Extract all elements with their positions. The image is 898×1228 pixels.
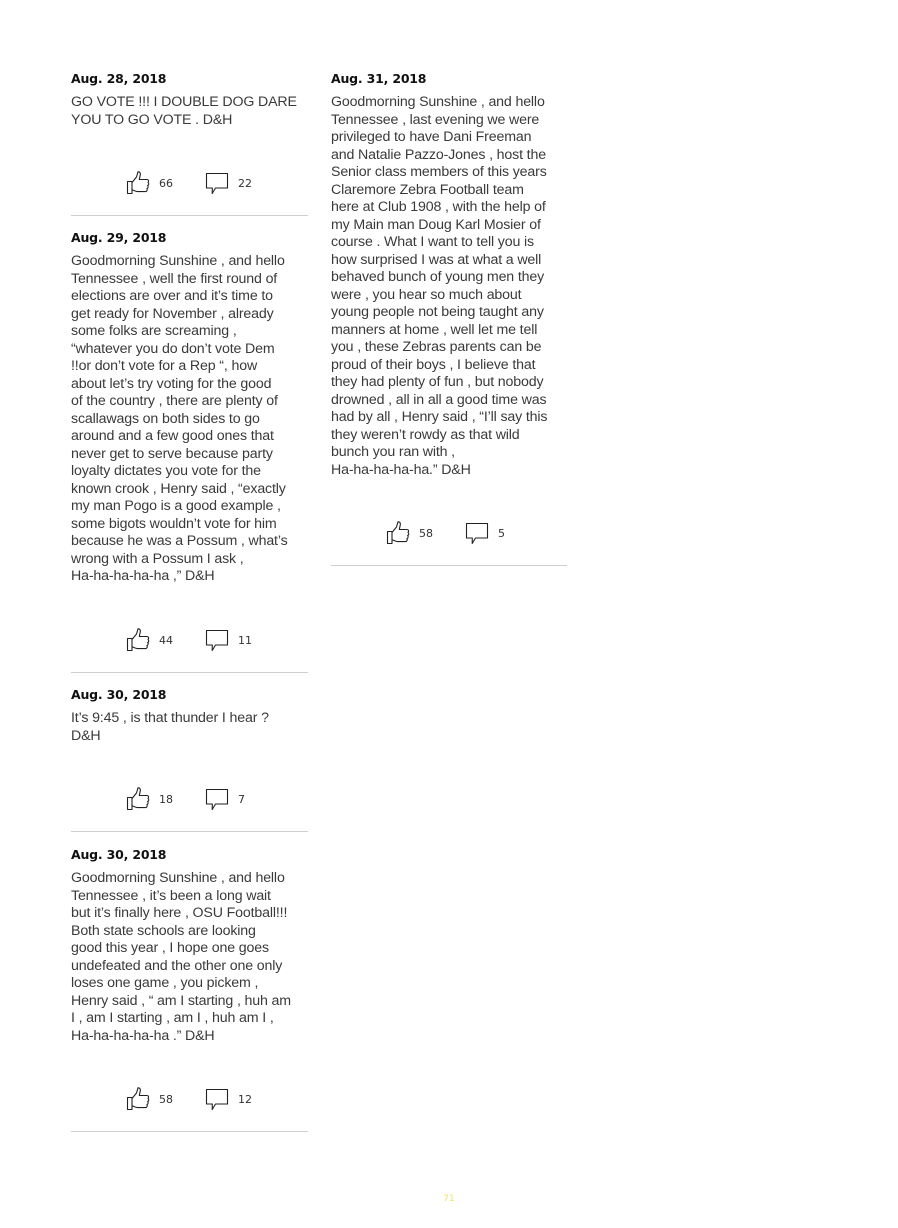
post-date: Aug. 28, 2018 xyxy=(71,71,167,86)
post-text-line: undefeated and the other one only xyxy=(71,957,283,974)
comment-button[interactable] xyxy=(464,520,505,546)
like-count: 58 xyxy=(159,1092,173,1106)
post-text-line: Tennessee , it’s been a long wait xyxy=(71,887,271,904)
post-text-line: because he was a Possum , what’s xyxy=(71,533,288,549)
post-text-line: my Main man Doug Karl Mosier of xyxy=(331,216,541,233)
post-text-line: manners at home , well let me tell xyxy=(331,321,538,338)
comment-count: 22 xyxy=(238,176,252,190)
post-text-line: loyalty dictates you vote for the xyxy=(71,463,261,479)
like-count: 18 xyxy=(159,792,173,806)
post-text-line: !!or don’t vote for a Rep “, how xyxy=(71,358,258,374)
page-number: 71 xyxy=(443,1194,455,1204)
post-text xyxy=(71,253,308,586)
post-date: Aug. 30, 2018 xyxy=(71,687,167,702)
speech-bubble-icon xyxy=(204,786,230,812)
post-date: Aug. 30, 2018 xyxy=(71,847,167,862)
thumbs-up-icon xyxy=(385,520,411,546)
thumbs-up-icon xyxy=(125,1086,151,1112)
post-text xyxy=(331,94,567,479)
post-text-line: never get to serve because party xyxy=(71,445,273,462)
post-text-line: D&H xyxy=(71,727,101,744)
divider xyxy=(71,672,308,673)
divider xyxy=(71,215,308,216)
post-text-line: good this year , I hope one goes xyxy=(71,940,269,956)
like-button[interactable] xyxy=(125,627,173,653)
post xyxy=(71,71,308,128)
like-button[interactable] xyxy=(385,520,433,546)
post-text xyxy=(71,870,308,1045)
post-text-line: some folks are screaming , xyxy=(71,323,237,339)
like-button[interactable] xyxy=(125,1086,173,1112)
post xyxy=(71,847,308,1044)
speech-bubble-icon xyxy=(204,170,230,196)
post-text-line: Claremore Zebra Football team xyxy=(331,181,524,198)
post-text-line: young people not being taught any xyxy=(331,304,544,320)
comment-count: 12 xyxy=(238,1092,252,1106)
like-button[interactable] xyxy=(125,786,173,812)
post-text-line: elections are over and it’s time to xyxy=(71,288,273,304)
post-text-line: known crook , Henry said , “exactly xyxy=(71,480,286,497)
post-text-line: wrong with a Possum I ask , xyxy=(71,550,244,567)
divider xyxy=(331,565,567,566)
post-text-line: privileged to have Dani Freeman xyxy=(331,129,532,145)
post-text-line: were , you hear so much about xyxy=(331,286,522,303)
post-text-line: some bigots wouldn’t vote for him xyxy=(71,515,277,532)
post-text-line: they had plenty of fun , but nobody xyxy=(331,374,544,390)
post xyxy=(71,687,308,744)
post-text-line: It’s 9:45 , is that thunder I hear ? xyxy=(71,710,269,726)
post-text-line: I , am I starting , am I , huh am I , xyxy=(71,1010,274,1026)
comment-button[interactable] xyxy=(204,1086,252,1112)
divider xyxy=(71,831,308,832)
post-text-line: behaved bunch of young men they xyxy=(331,269,545,285)
post-text-line: and Natalie Pazzo-Jones , host the xyxy=(331,146,546,163)
post-text-line: Goodmorning Sunshine , and hello xyxy=(71,253,285,269)
post-actions xyxy=(71,627,308,657)
comment-count: 5 xyxy=(498,526,505,540)
post-text-line: course . What I want to tell you is xyxy=(331,234,534,250)
post-text-line: proud of their boys , I believe that xyxy=(331,356,536,373)
post-text-line: Senior class members of this years xyxy=(331,164,547,180)
post-text-line: my man Pogo is a good example , xyxy=(71,498,281,514)
post-text-line: loses one game , you pickem , xyxy=(71,975,259,991)
post-text-line: but it’s finally here , OSU Football!!! xyxy=(71,905,288,921)
post-text-line: bunch you ran with , xyxy=(331,444,455,460)
post-text-line: Tennessee , well the first round of xyxy=(71,270,278,287)
post-text-line: drowned , all in all a good time was xyxy=(331,391,547,408)
post-text-line: they weren’t rowdy as that wild xyxy=(331,426,520,443)
post-actions xyxy=(71,1086,308,1116)
post-text-line: scallawags on both sides to go xyxy=(71,410,260,427)
speech-bubble-icon xyxy=(464,520,490,546)
post-text-line: YOU TO GO VOTE . D&H xyxy=(71,111,233,128)
post-text-line: Ha-ha-ha-ha-ha ,” D&H xyxy=(71,568,215,584)
post-text-line: Tennessee , last evening we were xyxy=(331,111,540,128)
comment-count: 7 xyxy=(238,792,245,806)
post-text xyxy=(71,710,308,745)
speech-bubble-icon xyxy=(204,1086,230,1112)
comment-button[interactable] xyxy=(204,627,252,653)
thumbs-up-icon xyxy=(125,627,151,653)
post-text-line: get ready for November , already xyxy=(71,305,274,322)
comment-count: 11 xyxy=(238,633,252,647)
like-count: 44 xyxy=(159,633,173,647)
like-button[interactable] xyxy=(125,170,173,196)
post-text-line: Goodmorning Sunshine , and hello xyxy=(71,870,285,886)
post-date: Aug. 31, 2018 xyxy=(331,71,427,86)
post-date: Aug. 29, 2018 xyxy=(71,230,167,245)
post-text-line: about let’s try voting for the good xyxy=(71,375,272,392)
post-text-line: Goodmorning Sunshine , and hello xyxy=(331,94,545,110)
thumbs-up-icon xyxy=(125,170,151,196)
like-count: 66 xyxy=(159,176,173,190)
post-actions xyxy=(71,170,308,200)
post-text-line: around and a few good ones that xyxy=(71,428,274,444)
thumbs-up-icon xyxy=(125,786,151,812)
post xyxy=(71,230,308,584)
post-text-line: of the country , there are plenty of xyxy=(71,393,278,409)
post-text-line: had by all , Henry said , “I’ll say this xyxy=(331,409,548,425)
post-actions xyxy=(71,786,308,816)
post-text-line: GO VOTE !!! I DOUBLE DOG DARE xyxy=(71,94,297,110)
comment-button[interactable] xyxy=(204,786,245,812)
post-text-line: Henry said , “ am I starting , huh am xyxy=(71,992,291,1009)
post-text-line: how surprised I was at what a well xyxy=(331,251,542,268)
speech-bubble-icon xyxy=(204,627,230,653)
divider xyxy=(71,1131,308,1132)
post-text-line: Ha-ha-ha-ha-ha .” D&H xyxy=(71,1027,215,1044)
post-text-line: you , these Zebras parents can be xyxy=(331,339,542,355)
post-text-line: here at Club 1908 , with the help of xyxy=(331,199,546,215)
comment-button[interactable] xyxy=(204,170,252,196)
post-actions xyxy=(331,520,567,550)
post-text-line: Both state schools are looking xyxy=(71,922,256,939)
post-text-line: “whatever you do don’t vote Dem xyxy=(71,340,275,357)
post-text xyxy=(71,94,308,129)
like-count: 58 xyxy=(419,526,433,540)
post-text-line: Ha-ha-ha-ha-ha.” D&H xyxy=(331,461,471,478)
post xyxy=(331,71,567,478)
